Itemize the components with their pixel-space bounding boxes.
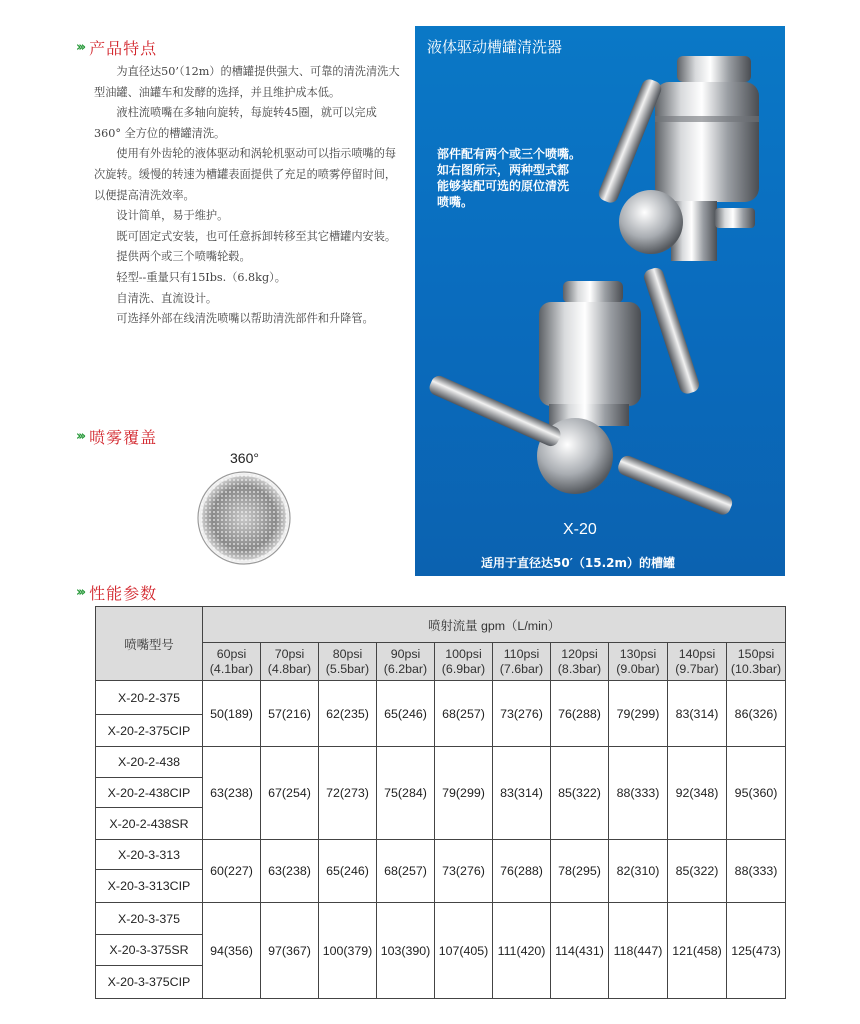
model-cell: X-20-2-375 (96, 681, 203, 715)
flow-cell: 94(356) (203, 903, 261, 999)
panel-model-label: X-20 (563, 521, 597, 538)
chevron-right-icon: ››› (76, 429, 84, 444)
coverage-angle-label: 360° (230, 450, 259, 466)
flow-cell: 57(216) (261, 681, 319, 747)
product-panel (415, 26, 785, 576)
feature-paragraph: 为直径达50’（12m）的槽罐提供强大、可靠的清洗清洗大型油罐、油罐车和发酵的选择，并且维护成本低。 (94, 65, 400, 99)
pressure-header: 130psi (9.0bar) (609, 643, 668, 681)
flow-cell: 79(299) (435, 747, 493, 840)
model-cell: X-20-2-438 (96, 747, 203, 778)
flow-cell: 100(379) (319, 903, 377, 999)
feature-paragraph: 设计简单，易于维护。 (116, 209, 229, 223)
flow-cell: 68(257) (377, 840, 435, 903)
feature-paragraph: 提供两个或三个喷嘴轮毂。 (116, 250, 251, 264)
flow-cell: 88(333) (609, 747, 668, 840)
flow-cell: 85(322) (668, 840, 727, 903)
flow-cell: 62(235) (319, 681, 377, 747)
model-cell: X-20-3-375SR (96, 935, 203, 966)
tank-cleaner-illustration (415, 26, 785, 576)
pressure-header: 90psi (6.2bar) (377, 643, 435, 681)
flow-cell: 121(458) (668, 903, 727, 999)
chevron-right-icon: ››› (76, 585, 84, 600)
flow-cell: 67(254) (261, 747, 319, 840)
pressure-header: 120psi (8.3bar) (551, 643, 609, 681)
table-row (96, 903, 786, 935)
flow-cell: 107(405) (435, 903, 493, 999)
features-text (94, 62, 400, 330)
flow-cell: 65(246) (319, 840, 377, 903)
features-title: 产品特点 (89, 39, 158, 58)
flow-cell: 103(390) (377, 903, 435, 999)
lower-cleaner-unit (427, 281, 735, 517)
feature-paragraph: 液柱流喷嘴在多轴向旋转，每旋转45圈，就可以完成360° 全方位的槽罐清洗。 (94, 106, 377, 140)
model-cell: X-20-2-438SR (96, 808, 203, 840)
model-cell: X-20-3-375 (96, 903, 203, 935)
flow-cell: 83(314) (668, 681, 727, 747)
performance-heading (76, 581, 157, 604)
panel-caption: 适用于直径达50′（15.2m）的槽罐 (481, 556, 675, 570)
performance-title: 性能参数 (89, 584, 158, 603)
panel-note-line: 能够装配可选的原位清洗 (437, 179, 570, 193)
flow-cell: 75(284) (377, 747, 435, 840)
pressure-header: 100psi (6.9bar) (435, 643, 493, 681)
pressure-header: 110psi (7.6bar) (493, 643, 551, 681)
feature-paragraph: 可选择外部在线清洗喷嘴以帮助清洗部件和升降管。 (116, 312, 374, 326)
flow-cell: 95(360) (727, 747, 786, 840)
flow-cell: 97(367) (261, 903, 319, 999)
model-cell: X-20-2-438CIP (96, 778, 203, 808)
flow-cell: 72(273) (319, 747, 377, 840)
model-cell: X-20-3-375CIP (96, 966, 203, 999)
flow-cell: 82(310) (609, 840, 668, 903)
flow-cell: 79(299) (609, 681, 668, 747)
panel-note-line: 部件配有两个或三个喷嘴。 (437, 147, 582, 161)
flow-cell: 85(322) (551, 747, 609, 840)
features-heading (76, 36, 157, 59)
flow-cell: 73(276) (493, 681, 551, 747)
table-row (96, 681, 786, 715)
panel-title: 液体驱动槽罐清洗器 (427, 38, 563, 56)
model-header: 喷嘴型号 (96, 607, 203, 681)
table-row (96, 840, 786, 870)
pressure-header: 60psi (4.1bar) (203, 643, 261, 681)
pressure-header: 70psi (4.8bar) (261, 643, 319, 681)
pressure-header: 140psi (9.7bar) (668, 643, 727, 681)
flow-cell: 125(473) (727, 903, 786, 999)
spray-pattern-ball-icon (196, 470, 292, 566)
coverage-heading (76, 425, 157, 448)
performance-table (95, 606, 786, 999)
panel-note (437, 146, 581, 210)
panel-note-line: 喷嘴。 (437, 195, 474, 209)
flow-cell: 76(288) (493, 840, 551, 903)
flow-cell: 63(238) (261, 840, 319, 903)
flow-cell: 78(295) (551, 840, 609, 903)
flow-cell: 68(257) (435, 681, 493, 747)
flow-header: 喷射流量 gpm（L/min） (203, 607, 786, 643)
chevron-right-icon: ››› (76, 40, 84, 55)
model-cell: X-20-3-313 (96, 840, 203, 870)
flow-cell: 76(288) (551, 681, 609, 747)
panel-note-line: 如右图所示，两种型式都 (437, 163, 570, 177)
flow-cell: 83(314) (493, 747, 551, 840)
flow-cell: 118(447) (609, 903, 668, 999)
flow-cell: 114(431) (551, 903, 609, 999)
feature-paragraph: 自清洗、直流设计。 (116, 291, 218, 305)
table-row (96, 747, 786, 778)
flow-cell: 65(246) (377, 681, 435, 747)
flow-cell: 63(238) (203, 747, 261, 840)
flow-cell: 88(333) (727, 840, 786, 903)
flow-cell: 73(276) (435, 840, 493, 903)
flow-cell: 111(420) (493, 903, 551, 999)
pressure-header: 150psi (10.3bar) (727, 643, 786, 681)
model-cell: X-20-3-313CIP (96, 870, 203, 903)
feature-paragraph: 轻型--重量只有15Ibs.（6.8kg）。 (116, 270, 286, 284)
feature-paragraph: 既可固定式安装，也可任意拆卸转移至其它槽罐内安装。 (116, 229, 397, 243)
flow-cell: 92(348) (668, 747, 727, 840)
table-header-row (96, 607, 786, 643)
model-cell: X-20-2-375CIP (96, 715, 203, 747)
flow-cell: 50(189) (203, 681, 261, 747)
flow-cell: 86(326) (727, 681, 786, 747)
pressure-header: 80psi (5.5bar) (319, 643, 377, 681)
coverage-title: 喷雾覆盖 (89, 428, 158, 447)
feature-paragraph: 使用有外齿轮的液体驱动和涡轮机驱动可以指示喷嘴的每次旋转。缓慢的转速为槽罐表面提供了充足的喷雾停留时间，以便提高清洗效率。 (94, 147, 397, 202)
flow-cell: 60(227) (203, 840, 261, 903)
